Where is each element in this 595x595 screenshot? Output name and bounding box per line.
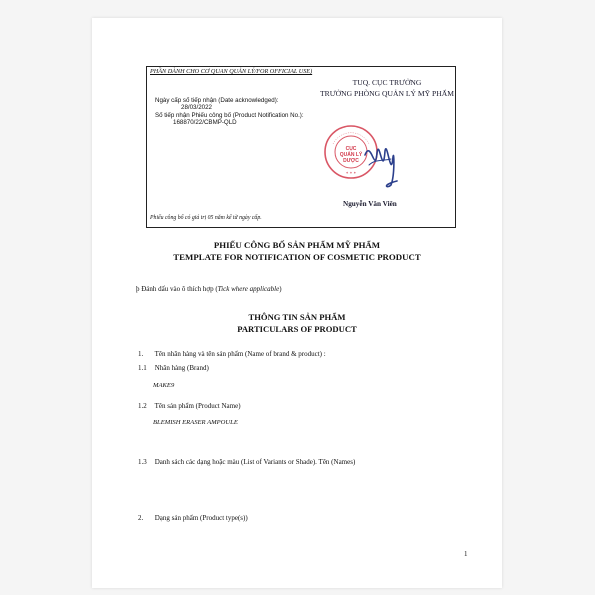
date-acknowledged-value: 28/03/2022 — [181, 104, 212, 112]
svg-text:DƯỢC: DƯỢC — [343, 158, 359, 164]
validity-note: Phiếu công bố có giá trị 05 năm kể từ ngày cấp. — [150, 215, 262, 221]
svg-text:✶ ✶ ✶: ✶ ✶ ✶ — [345, 171, 357, 175]
item-number: 1.1 — [138, 364, 147, 372]
tick-symbol: þ — [136, 285, 140, 293]
item-2 — [138, 514, 248, 522]
tick-instruction — [136, 285, 282, 293]
section-title — [92, 312, 502, 335]
item-1-2 — [138, 402, 241, 410]
notification-number-label: Số tiếp nhận Phiếu công bố (Product Notification No.): — [155, 111, 304, 119]
page-number: 1 — [464, 550, 468, 558]
tick-instruction-text: Đánh dấu vào ô thích hợp ( — [141, 285, 218, 293]
date-acknowledged-label: Ngày cấp số tiếp nhận (Date acknowledged): — [155, 97, 279, 104]
section-title-vietnamese: THÔNG TIN SẢN PHẨM — [248, 312, 346, 322]
item-number: 2. — [138, 514, 144, 522]
notification-number-value: 168870/22/CBMP-QLD — [173, 119, 237, 127]
svg-text:CỤC: CỤC — [345, 146, 357, 152]
svg-text:QUẢN LÝ: QUẢN LÝ — [339, 152, 363, 158]
brand-value: MAKE9 — [153, 382, 175, 389]
section-title-english: PARTICULARS OF PRODUCT — [237, 323, 357, 334]
signer-name: Nguyễn Văn Viên — [343, 200, 397, 208]
title-vietnamese: PHIẾU CÔNG BỐ SẢN PHẨM MỸ PHẨM — [213, 240, 381, 250]
signature-icon — [361, 135, 401, 191]
item-1-3 — [138, 458, 355, 466]
item-label: Danh sách các dạng hoặc màu (List of Variants or Shade). Tên (Names) — [154, 458, 356, 466]
tick-instruction-english: Tick where applicable — [217, 285, 280, 293]
item-label: Dạng sản phẩm (Product type(s)) — [154, 514, 248, 522]
acknowledgement-block — [155, 97, 304, 127]
title-english: TEMPLATE FOR NOTIFICATION OF COSMETIC PRODUCT — [173, 252, 421, 262]
product-name-value: BLEMISH ERASER AMPOULE — [153, 419, 238, 426]
item-label: Tên sản phẩm (Product Name) — [154, 402, 241, 410]
authority-block — [317, 77, 457, 99]
official-use-box — [146, 66, 456, 228]
tick-instruction-close: ) — [279, 285, 282, 293]
authority-line-2: TRƯỞNG PHÒNG QUẢN LÝ MỸ PHẨM — [320, 89, 454, 98]
document-title — [92, 239, 502, 263]
item-label: Tên nhãn hàng và tên sản phẩm (Name of brand & product) : — [154, 350, 326, 358]
item-number: 1.3 — [138, 458, 147, 466]
item-label: Nhãn hàng (Brand) — [154, 364, 209, 372]
authority-line-1: TUQ. CỤC TRƯỞNG — [352, 78, 422, 87]
item-1-1 — [138, 364, 209, 372]
item-number: 1. — [138, 350, 144, 358]
official-use-label: PHẦN DÀNH CHO CƠ QUAN QUẢN LÝ/FOR OFFICIAL USE) — [150, 68, 313, 75]
item-1 — [138, 350, 326, 358]
item-number: 1.2 — [138, 402, 147, 410]
